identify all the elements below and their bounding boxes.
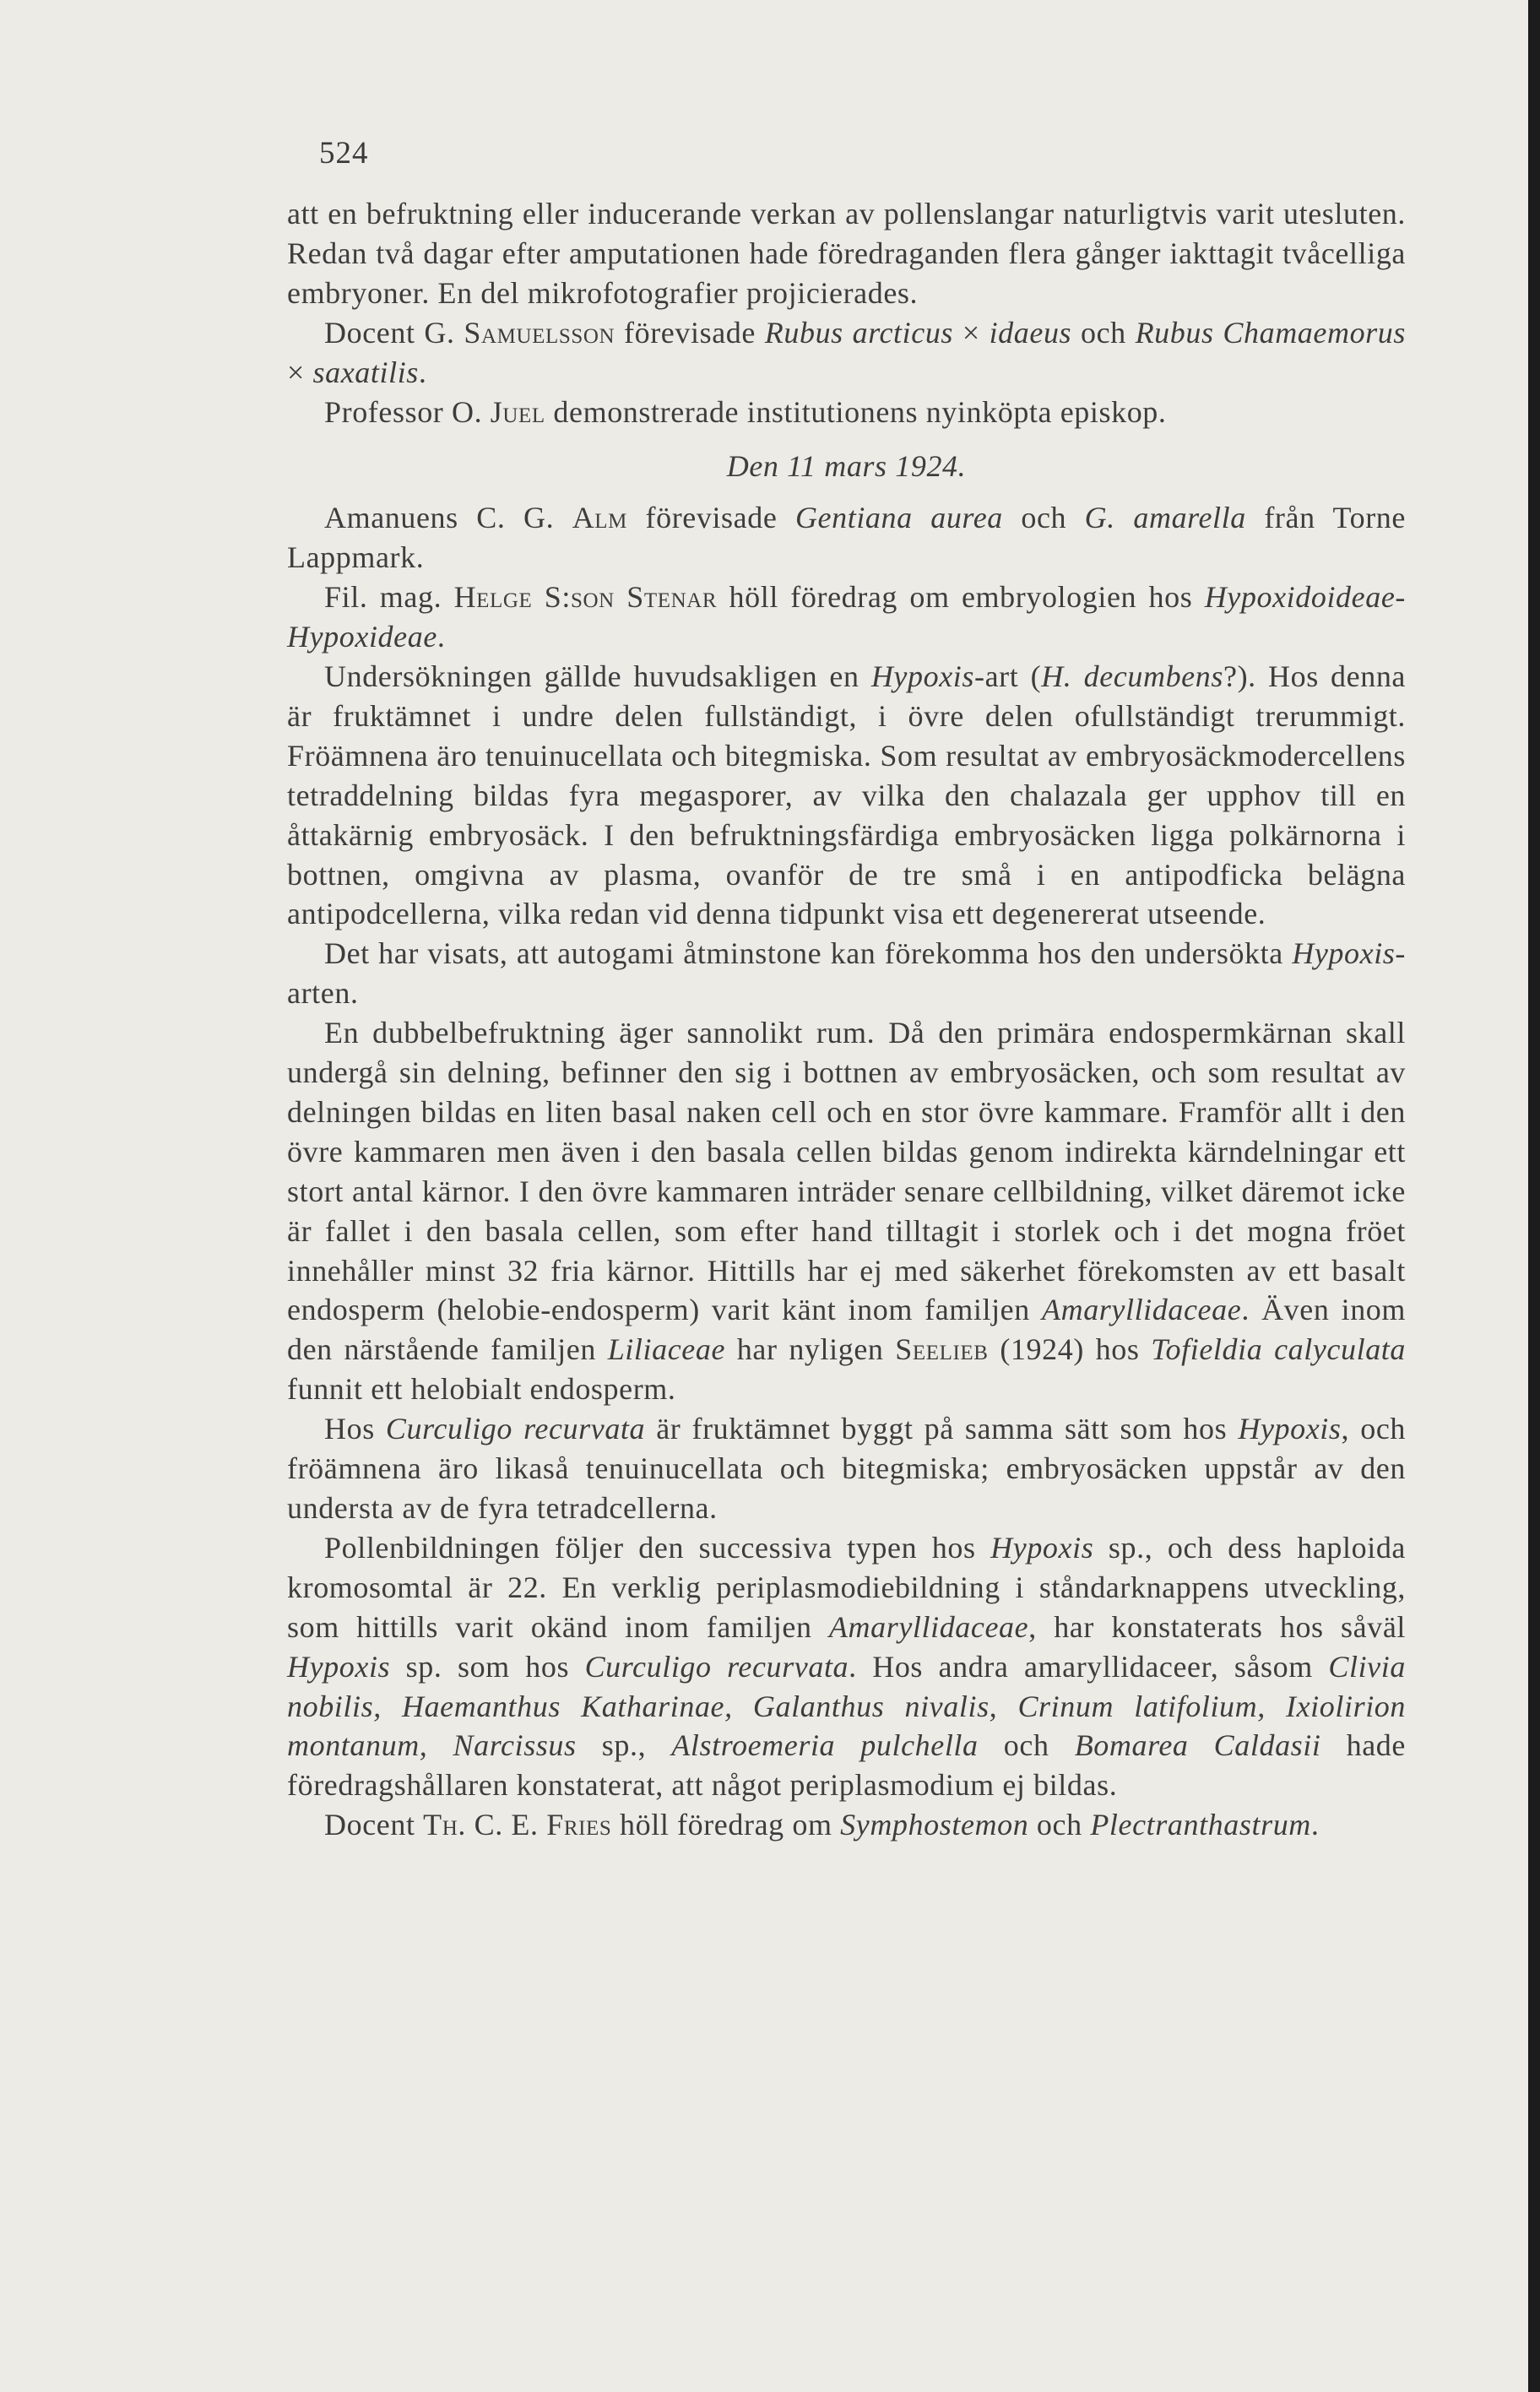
paragraph-7: Det har visats, att autogami åtminstone kan förekomma hos den undersökta Hypoxis-arten. bbox=[287, 936, 1406, 1011]
paragraph-1: att en befruktning eller inducerande verkan av pollenslangar naturligtvis varit utesluten. Redan två dagar efter amputationen hade föredraganden flera gånger iakttagit tvåcelliga embryoner. En del mikrofotografier projicierades. bbox=[287, 197, 1406, 310]
paragraph-2: Docent G. Samuelsson förevisade Rubus arcticus × idaeus och Rubus Chamaemorus × saxatilis. bbox=[287, 315, 1406, 389]
paragraph-6: Undersökningen gällde huvudsakligen en Hypoxis-art (H. decumbens?). Hos denna är fruktämnet i undre delen fullständigt, i övre delen ofullständigt trerummigt. Fröämnena äro tenuinucellata och bitegmiska. Som resultat av embryosäckmodercellens tetraddelning bildas fyra megasporer, av vilka den chalazala ger upphov till en åttakärnig embryosäck. I den befruktningsfärdiga embryosäcken ligga polkärnorna i bottnen, omgivna av plasma, ovanför de tre små i en antipodficka belägna antipodcellerna, vilka redan vid denna tidpunkt visa ett degenererat utseende. bbox=[287, 659, 1406, 931]
page-number: 524 bbox=[319, 136, 369, 171]
paragraph-4: Amanuens C. G. Alm förevisade Gentiana aurea och G. amarella från Torne Lappmark. bbox=[287, 501, 1406, 575]
article-body bbox=[287, 194, 1406, 1845]
paragraph-3: Professor O. Juel demonstrerade institutionens nyinköpta episkop. bbox=[324, 394, 1167, 429]
paragraph-10: Pollenbildningen följer den successiva typen hos Hypoxis sp., och dess haploida kromosomtal är 22. En verklig periplasmodiebildning i ståndarknappens utveckling, som hittills varit okänd inom familjen Amaryllidaceae, har konstaterats hos såväl Hypoxis sp. som hos Curculigo recurvata. Hos andra amaryllidaceer, såsom Clivia nobilis, Haemanthus Katharinae, Galanthus nivalis, Crinum latifolium, Ixiolirion montanum, Narcissus sp., Alstroemeria pulchella och Bomarea Caldasii hade föredragshållaren konstaterat, att något periplasmodium ej bildas. bbox=[287, 1530, 1407, 1803]
paragraph-9: Hos Curculigo recurvata är fruktämnet byggt på samma sätt som hos Hypoxis, och fröämnena äro likaså tenuinucellata och bitegmiska; embryosäcken uppstår av den understa av de fyra tetradcellerna. bbox=[287, 1412, 1406, 1525]
paragraph-8: En dubbelbefruktning äger sannolikt rum. Då den primära endospermkärnan skall undergå sin delning, befinner den sig i bottnen av embryosäcken, och som resultat av delningen bildas en liten basal naken cell och en stor övre kammare. Framför allt i den övre kammaren men även i den basala cellen bildas genom indirekta kärndelningar ett stort antal kärnor. I den övre kammaren inträder senare cellbildning, vilket däremot icke är fallet i den basala cellen, som efter hand tilltagit i storlek och i det mogna fröet innehåller minst 32 fria kärnor. Hittills har ej med säkerhet förekomsten av ett basalt endosperm (helobie-endosperm) varit känt inom familjen Amaryllidaceae. Även inom den närstående familjen Liliaceae har nyligen Seelieb (1924) hos Tofieldia calyculata funnit ett helobialt endosperm. bbox=[287, 1016, 1407, 1407]
paragraph-5: Fil. mag. Helge S:son Stenar höll föredrag om embryologien hos Hypoxidoideae-Hypoxideae. bbox=[287, 580, 1406, 654]
paragraph-11: Docent Th. C. E. Fries höll föredrag om Symphostemon och Plectranthastrum. bbox=[324, 1808, 1320, 1842]
meeting-date: Den 11 mars 1924. bbox=[726, 449, 967, 484]
